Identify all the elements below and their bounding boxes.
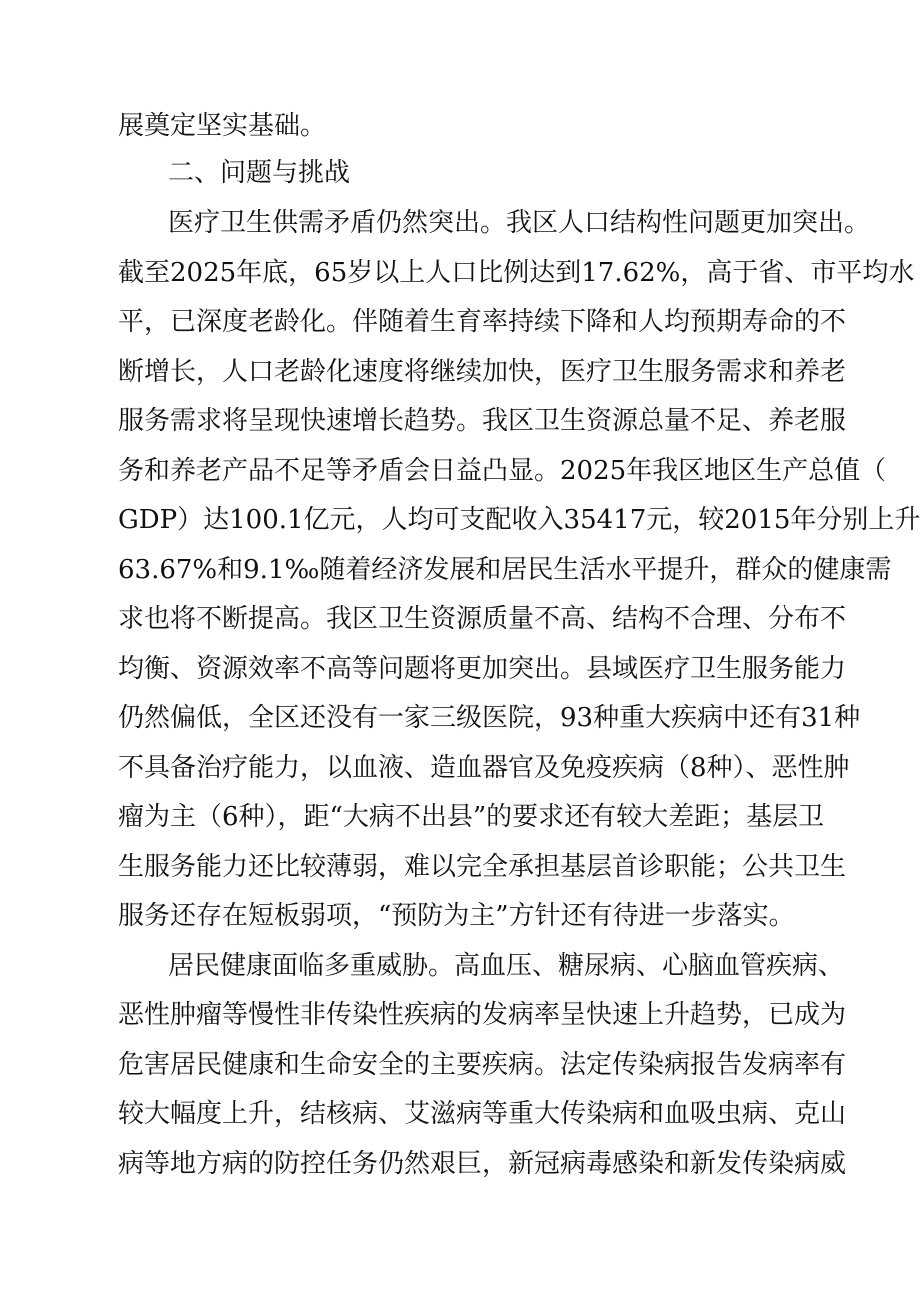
text-line-13: 仍然偏低，全区还没有一家三级医院，93种重大疾病中还有31种 (118, 703, 861, 733)
text-line-21: 较大幅度上升，结核病、艾滋病等重大传染病和血吸虫病、克山 (118, 1099, 847, 1129)
text-line-1: 展奠定坚实基础。 (118, 111, 327, 141)
text-line-15: 瘤为主（6种），距“大病不出县”的要求还有较大差距；基层卫 (118, 802, 825, 832)
text-line-7: 服务需求将呈现快速增长趋势。我区卫生资源总量不足、养老服 (118, 406, 847, 436)
text-line-5: 平，已深度老龄化。伴随着生育率持续下降和人均预期寿命的不 (118, 307, 847, 337)
text-line-18: 居民健康面临多重威胁。高血压、糖尿病、心脑血管疾病、 (168, 951, 845, 981)
text-line-16: 生服务能力还比较薄弱，难以完全承担基层首诊职能；公共卫生 (118, 852, 847, 882)
text-line-10: 63.67%和9.1‰随着经济发展和居民生活水平提升，群众的健康需 (118, 555, 892, 585)
text-line-19: 恶性肿瘤等慢性非传染性疾病的发病率呈快速上升趋势，已成为 (118, 1000, 847, 1030)
text-line-14: 不具备治疗能力，以血液、造血器官及免疫疾病（8种）、恶性肿 (118, 753, 850, 783)
section-heading: 二、问题与挑战 (168, 158, 351, 188)
text-line-6: 断增长，人口老龄化速度将继续加快，医疗卫生服务需求和养老 (118, 357, 847, 387)
text-line-8: 务和养老产品不足等矛盾会日益凸显。2025年我区地区生产总值（ (118, 456, 887, 486)
text-line-20: 危害居民健康和生命安全的主要疾病。法定传染病报告发病率有 (118, 1050, 847, 1080)
text-line-4: 截至2025年底，65岁以上人口比例达到17.62%，高于省、市平均水 (118, 258, 915, 288)
text-line-17: 服务还存在短板弱项，“预防为主”方针还有待进一步落实。 (118, 901, 795, 931)
text-line-9: GDP）达100.1亿元，人均可支配收入35417元，较2015年分别上升 (118, 505, 920, 535)
text-line-12: 均衡、资源效率不高等问题将更加突出。县域医疗卫生服务能力 (118, 654, 847, 684)
text-line-3: 医疗卫生供需矛盾仍然突出。我区人口结构性问题更加突出。 (168, 208, 871, 238)
text-line-22: 病等地方病的防控任务仍然艰巨，新冠病毒感染和新发传染病威 (118, 1149, 847, 1179)
text-line-11: 求也将不断提高。我区卫生资源质量不高、结构不合理、分布不 (118, 604, 847, 634)
